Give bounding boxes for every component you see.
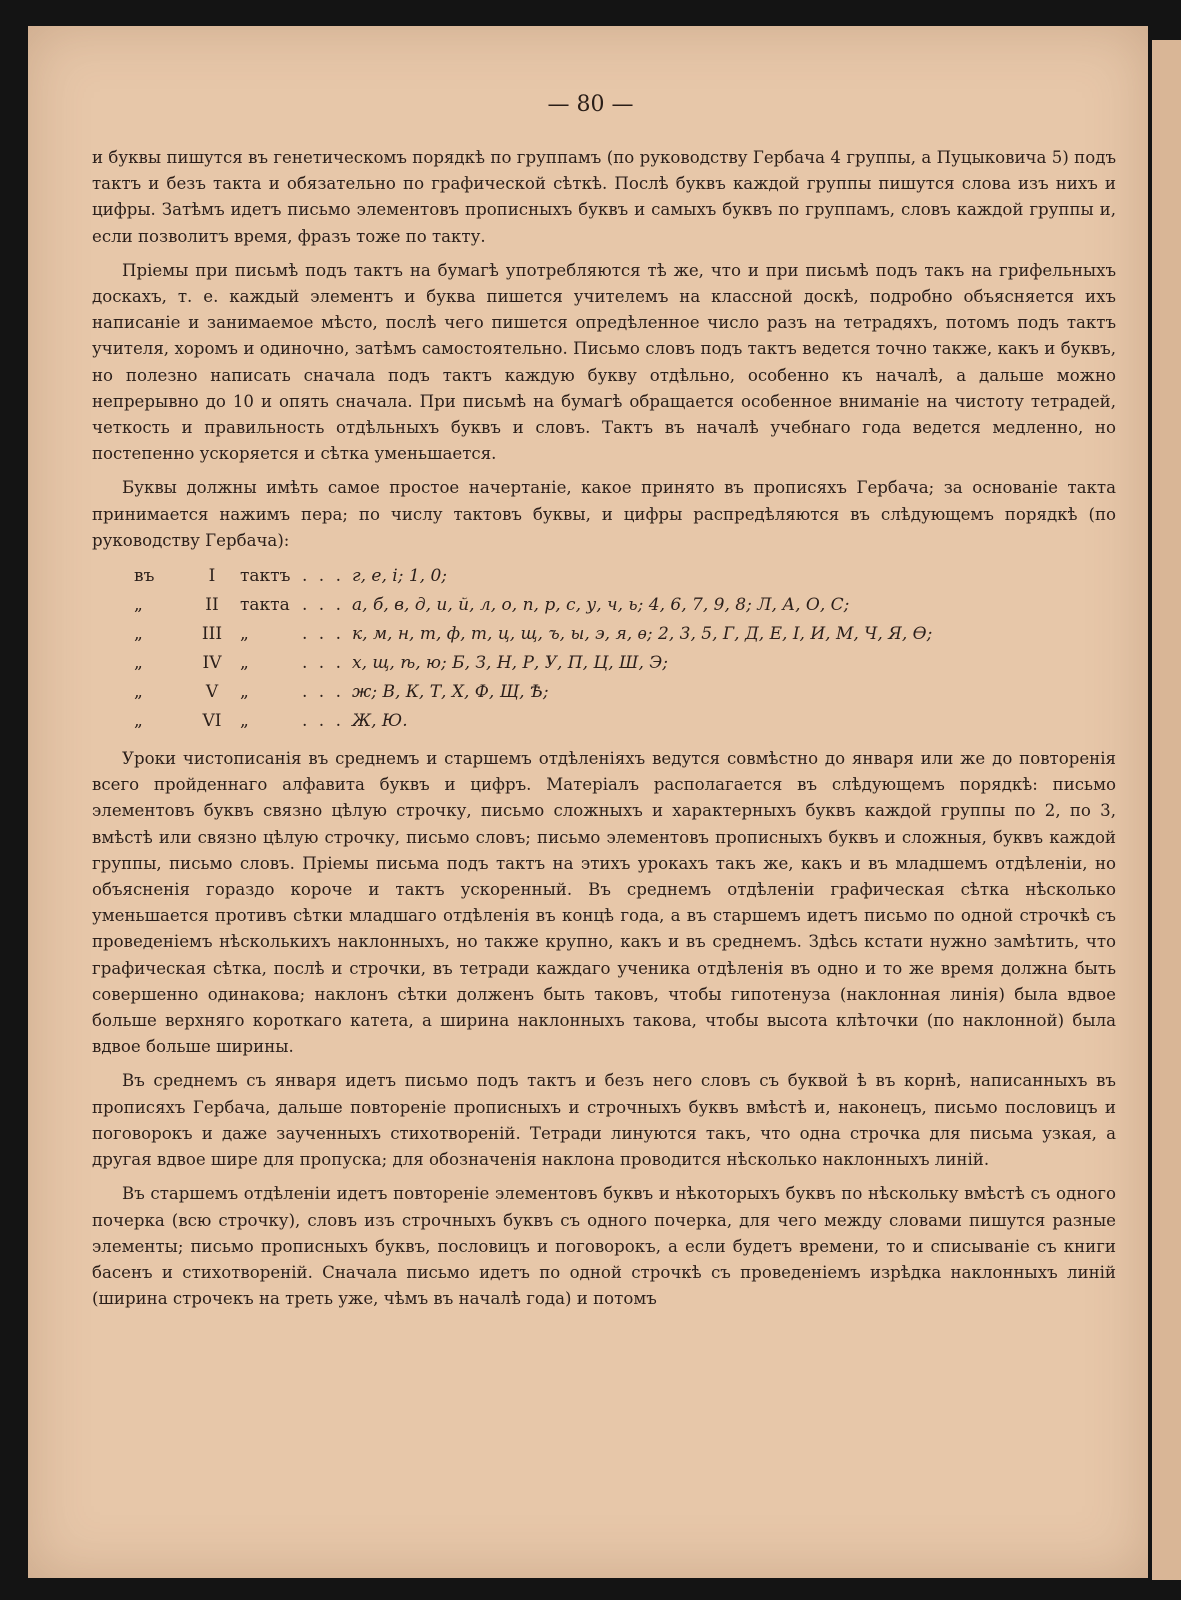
row-prefix: „ <box>134 711 143 732</box>
row-word: такта <box>240 595 290 616</box>
row-word: тактъ <box>240 566 291 587</box>
row-prefix: „ <box>134 595 143 616</box>
paragraph: Пріемы при письмѣ подъ тактъ на бумагѣ употребляются тѣ же, что и при письмѣ подъ такъ на грифельныхъ доскахъ, т. е. каждый элементъ и буква пишется учителемъ на классной доскѣ, подробно объясняется ихъ написаніе и занимаемое мѣсто, послѣ чего пишется опредѣленное число разъ на тетрадяхъ, потомъ подъ тактъ учителя, хоромъ и одиночно, затѣмъ самостоятельно. Письмо словъ подъ тактъ ведется точно также, какъ и буквъ, но полезно написать сначала подъ тактъ каждую букву отдѣльно, особенно къ началѣ, а дальше можно непрерывно до 10 и опять сначала. При письмѣ на бумагѣ обращается особенное вниманіе на чистоту тетрадей, четкость и правильность отдѣльныхъ буквъ и словъ. Тактъ въ началѣ учебнаго года ведется медленно, но постепенно ускоряется и сѣтка уменьшается. <box>92 260 1116 464</box>
row-letters: г, е, і; 1, 0; <box>352 566 448 587</box>
row-dots: . . . <box>302 711 345 732</box>
row-dots: . . . <box>302 624 345 645</box>
row-word: „ <box>240 624 249 645</box>
next-page-edge <box>1152 40 1181 1580</box>
row-dots: . . . <box>302 682 345 703</box>
row-letters: х, щ, ѣ, ю; Б, З, Н, Р, У, П, Ц, Ш, Э; <box>352 653 669 674</box>
paragraph: Въ среднемъ съ января идетъ письмо подъ тактъ и безъ него словъ съ буквой ѣ въ корнѣ, написанныхъ въ прописяхъ Гербача, дальше повтореніе прописныхъ и строчныхъ буквъ вмѣстѣ и, наконецъ, письмо пословицъ и поговорокъ и даже заученныхъ стихотвореній. Тетради линуются такъ, что одна строчка для письма узкая, а другая вдвое шире для пропуска; для обозначенія наклона проводится нѣсколько наклонныхъ линій. <box>92 1071 1116 1170</box>
row-letters: а, б, в, д, и, й, л, о, п, р, с, у, ч, ь; 4, 6, 7, 9, 8; Л, А, О, С; <box>352 595 850 616</box>
paragraph: Буквы должны имѣть самое простое начертаніе, какое принято въ прописяхъ Гербача; за основаніе такта принимается нажимъ пера; по числу тактовъ буквы, и цифры распредѣляются въ слѣдующемъ порядкѣ (по руководству Гербача): <box>92 478 1116 550</box>
row-numeral: III <box>201 624 223 645</box>
paragraph: и буквы пишутся въ генетическомъ порядкѣ по группамъ (по руководству Гербача 4 группы, а Пуцыковича 5) подъ тактъ и безъ такта и обязательно по графической сѣткѣ. Послѣ буквъ каждой группы пишутся слова изъ нихъ и цифры. Затѣмъ идетъ письмо элементовъ прописныхъ буквъ и самыхъ буквъ по группамъ, словъ каждой группы и, если позволитъ время, фразъ тоже по такту. <box>92 148 1116 246</box>
row-numeral: VI <box>202 711 222 732</box>
row-letters: ж; В, К, Т, Х, Ф, Щ, Ѣ; <box>352 682 549 703</box>
table-row <box>92 707 1116 736</box>
row-numeral: IV <box>202 653 222 674</box>
row-numeral: V <box>205 682 219 703</box>
page-number: — 80 — <box>547 92 634 117</box>
row-numeral: I <box>208 566 216 587</box>
row-word: „ <box>240 682 249 703</box>
table-row <box>92 649 1116 678</box>
row-letters: к, м, н, т, ф, т, ц, щ, ъ, ы, э, я, ѳ; 2, 3, 5, Г, Д, Е, І, И, М, Ч, Я, Ѳ; <box>352 624 933 645</box>
table-row <box>92 620 1116 649</box>
paragraph: Уроки чистописанія въ среднемъ и старшемъ отдѣленіяхъ ведутся совмѣстно до января или же до повторенія всего пройденнаго алфавита буквъ и цифръ. Матеріалъ располагается въ слѣдующемъ порядкѣ: письмо элементовъ буквъ связно цѣлую строчку, письмо сложныхъ и характерныхъ буквъ каждой группы по 2, по 3, вмѣстѣ или связно цѣлую строчку, письмо словъ; письмо элементовъ прописныхъ буквъ и сложныя, буквъ каждой группы, письмо словъ. Пріемы письма подъ тактъ на этихъ урокахъ такъ же, какъ и въ младшемъ отдѣленіи, но объясненія гораздо короче и тактъ ускоренный. Въ среднемъ отдѣленіи графическая сѣтка нѣсколько уменьшается противъ сѣтки младшаго отдѣленія въ концѣ года, а въ старшемъ идетъ письмо по одной строчкѣ съ проведеніемъ нѣсколькихъ наклонныхъ, но также крупно, какъ и въ среднемъ. Здѣсь кстати нужно замѣтить, что графическая сѣтка, послѣ и строчки, въ тетради каждаго ученика отдѣленія въ одно и то же время должна быть совершенно одинакова; наклонъ сѣтки долженъ быть таковъ, чтобы гипотенуза (наклонная линія) была вдвое больше верхняго короткаго катета, а ширина наклонныхъ такова, чтобы высота клѣточки (по наклонной) была вдвое больше ширины. <box>92 749 1116 1057</box>
letter-distribution-table <box>92 562 1116 736</box>
row-numeral: II <box>205 595 219 616</box>
row-prefix: „ <box>134 653 143 674</box>
paragraph: Въ старшемъ отдѣленіи идетъ повтореніе элементовъ буквъ и нѣкоторыхъ буквъ по нѣскольку вмѣстѣ съ одного почерка (всю строчку), словъ изъ строчныхъ буквъ съ одного почерка, для чего между словами пишутся разные элементы; письмо прописныхъ буквъ, пословицъ и поговорокъ, а если будетъ времени, то и списываніе съ книги басенъ и стихотвореній. Сначала письмо идетъ по одной строчкѣ съ проведеніемъ изрѣдка наклонныхъ линій (ширина строчекъ на треть уже, чѣмъ въ началѣ года) и потомъ <box>92 1184 1116 1309</box>
row-prefix: „ <box>134 682 143 703</box>
table-row <box>92 562 1116 591</box>
row-prefix: въ <box>134 566 155 587</box>
row-dots: . . . <box>302 653 345 674</box>
row-prefix: „ <box>134 624 143 645</box>
row-word: „ <box>240 653 249 674</box>
row-dots: . . . <box>302 566 345 587</box>
page-text <box>92 145 1116 1320</box>
paragraphs-bottom <box>92 746 1116 1312</box>
row-dots: . . . <box>302 595 345 616</box>
table-row <box>92 678 1116 707</box>
row-letters: Ж, Ю. <box>352 711 408 732</box>
row-word: „ <box>240 711 249 732</box>
paragraphs-top <box>92 145 1116 554</box>
table-row <box>92 591 1116 620</box>
